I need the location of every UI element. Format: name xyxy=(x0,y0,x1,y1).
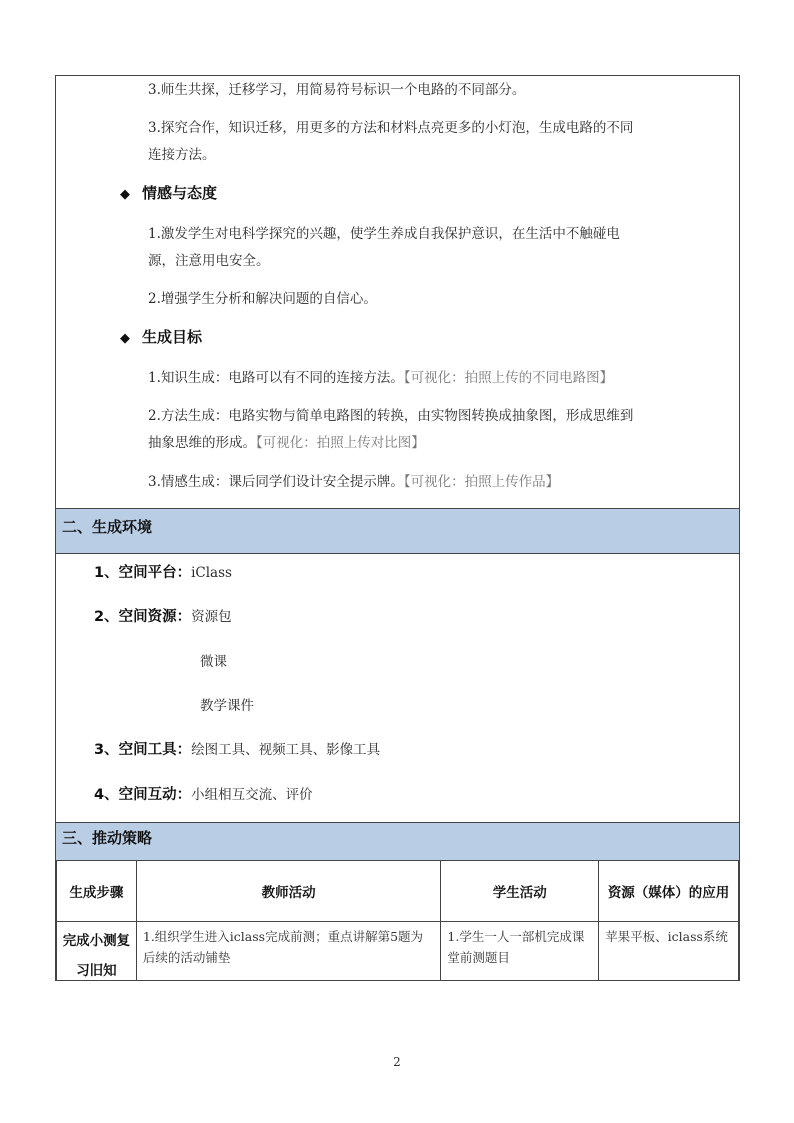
env-resources: 2、空间资源：资源包 xyxy=(94,609,232,625)
generation-heading: ◆ 生成目标 xyxy=(120,328,203,346)
diamond-bullet-icon: ◆ xyxy=(120,331,130,346)
section-2-header: 二、生成环境 xyxy=(56,508,739,554)
row-student-activity: 1.学生一人一部机完成课堂前测题目 xyxy=(441,922,599,982)
strategy-header-row xyxy=(57,861,739,922)
emotion-heading: ◆ 情感与态度 xyxy=(120,184,218,202)
env-interaction: 4、空间互动：小组相互交流、评价 xyxy=(94,787,313,803)
table-row xyxy=(57,922,739,982)
env-resource-3: 教学课件 xyxy=(200,698,254,714)
header-step: 生成步骤 xyxy=(57,861,137,922)
row-media: 苹果平板、iclass系统 xyxy=(599,922,739,982)
skill-line-1: 3.师生共探，迁移学习，用简易符号标识一个电路的不同部分。 xyxy=(148,82,526,98)
strategy-table xyxy=(56,860,739,981)
generation-item-2a: 2.方法生成：电路实物与简单电路图的转换，由实物图转换成抽象图，形成思维到 xyxy=(148,408,634,424)
env-platform: 1、空间平台：iClass xyxy=(94,565,232,581)
skill-line-2: 3.探究合作，知识迁移，用更多的方法和材料点亮更多的小灯泡，生成电路的不同 xyxy=(148,120,634,136)
row-step: 完成小测复习旧知 xyxy=(57,922,137,982)
diamond-bullet-icon: ◆ xyxy=(120,187,130,202)
generation-item-2b: 抽象思维的形成。【可视化：拍照上传对比图】 xyxy=(148,435,425,451)
lesson-plan-frame xyxy=(55,75,740,981)
generation-item-1: 1.知识生成：电路可以有不同的连接方法。【可视化：拍照上传的不同电路图】 xyxy=(148,370,614,386)
header-teacher: 教师活动 xyxy=(136,861,441,922)
header-media: 资源（媒体）的应用 xyxy=(599,861,739,922)
section-3-header: 三、推动策略 xyxy=(56,822,739,861)
env-resource-2: 微课 xyxy=(200,654,227,670)
page-number: 2 xyxy=(393,1055,401,1069)
header-student: 学生活动 xyxy=(441,861,599,922)
row-teacher-activity: 1.组织学生进入iclass完成前测；重点讲解第5题为后续的活动铺垫 xyxy=(136,922,441,982)
emotion-line-1: 1.激发学生对电科学探究的兴趣，使学生养成自我保护意识，在生活中不触碰电 xyxy=(148,226,620,242)
skill-line-3: 连接方法。 xyxy=(148,147,216,163)
emotion-line-3: 2.增强学生分析和解决问题的自信心。 xyxy=(148,291,377,307)
env-tools: 3、空间工具：绘图工具、视频工具、影像工具 xyxy=(94,742,381,758)
generation-item-3: 3.情感生成：课后同学们设计安全提示牌。【可视化：拍照上传作品】 xyxy=(148,474,560,490)
emotion-line-2: 源，注意用电安全。 xyxy=(148,253,270,269)
